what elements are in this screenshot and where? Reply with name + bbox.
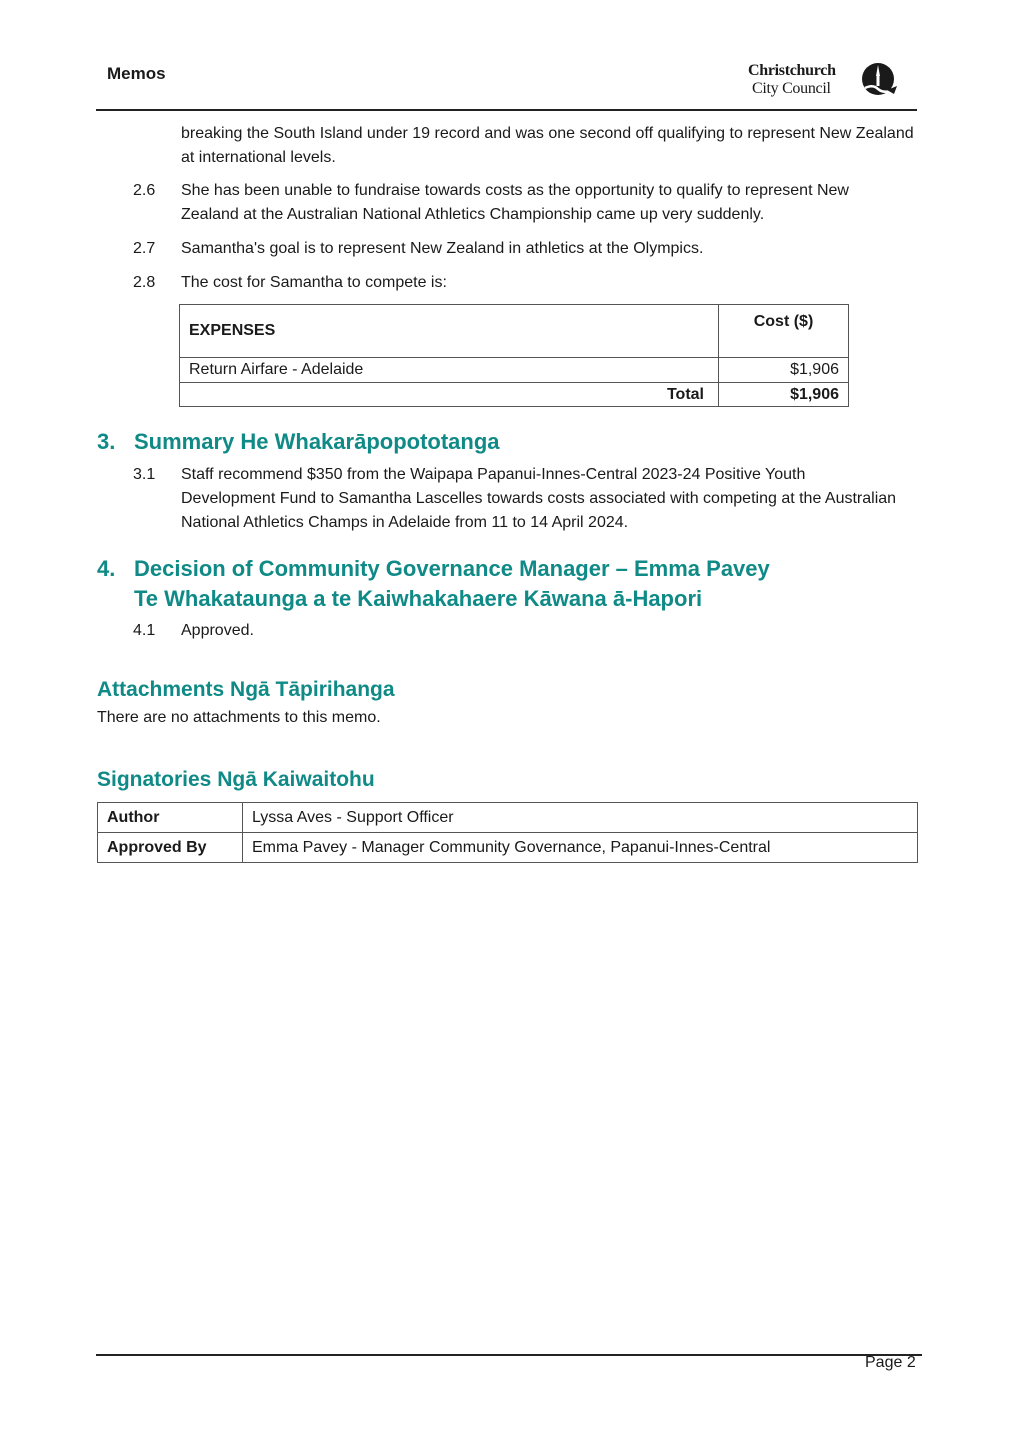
section-3-heading xyxy=(97,427,897,457)
section-4-number: 4. xyxy=(97,556,116,581)
expense-value: $1,906 xyxy=(719,358,849,383)
section-3-title: Summary He Whakarāpopototanga xyxy=(134,429,500,454)
signatories-heading: Signatories Ngā Kaiwaitohu xyxy=(97,768,375,791)
page-number: Page 2 xyxy=(865,1354,916,1371)
table-header-row xyxy=(180,305,849,358)
total-label: Total xyxy=(180,383,719,407)
cost-header: Cost ($) xyxy=(719,305,849,358)
header-rule xyxy=(96,109,917,111)
total-value: $1,906 xyxy=(719,383,849,407)
council-logo xyxy=(748,62,900,102)
item-text: The cost for Samantha to compete is: xyxy=(181,274,447,291)
logo-line1: Christchurch xyxy=(748,62,836,79)
item-number: 3.1 xyxy=(133,466,156,483)
item-number: 2.8 xyxy=(133,274,156,291)
item-number: 2.6 xyxy=(133,182,156,199)
approved-by-value: Emma Pavey - Manager Community Governance, Papanui-Innes-Central xyxy=(243,833,918,863)
item-text: Staff recommend $350 from the Waipapa Papanui-Innes-Central 2023-24 Positive Youth Development Fund to Samantha Lascelles towards costs associated with competing at the Australian National Athletics Champs in Adelaide from 11 to 14 April 2024. xyxy=(181,466,897,531)
expenses-header: EXPENSES xyxy=(180,305,719,358)
section-4-heading xyxy=(97,554,897,614)
attachments-heading: Attachments Ngā Tāpirihanga xyxy=(97,678,395,701)
attachments-text: There are no attachments to this memo. xyxy=(97,709,381,726)
table-row xyxy=(98,833,918,863)
item-text: Approved. xyxy=(181,622,254,639)
signatories-table xyxy=(97,802,918,863)
approved-by-label: Approved By xyxy=(98,833,243,863)
item-text: Samantha's goal is to represent New Zealand in athletics at the Olympics. xyxy=(181,240,704,257)
section-4-title: Decision of Community Governance Manager – Emma Pavey Te Whakataunga a te Kaiwhakahaere Kāwana ā-Hapori xyxy=(134,556,770,611)
item-number: 4.1 xyxy=(133,622,156,639)
item-number: 2.7 xyxy=(133,240,156,257)
footer-rule xyxy=(96,1354,922,1356)
section-3-number: 3. xyxy=(97,429,116,454)
document-header-title: Memos xyxy=(107,64,166,83)
table-row xyxy=(98,803,918,833)
author-value: Lyssa Aves - Support Officer xyxy=(243,803,918,833)
table-row xyxy=(180,358,849,383)
paragraph-2-5-continuation: breaking the South Island under 19 record and was one second off qualifying to represent New Zealand at international levels. xyxy=(181,125,914,166)
table-total-row xyxy=(180,383,849,407)
expense-label: Return Airfare - Adelaide xyxy=(180,358,719,383)
item-text: She has been unable to fundraise towards costs as the opportunity to qualify to represent New Zealand at the Australian National Athletics Championship came up very suddenly. xyxy=(181,182,849,223)
author-label: Author xyxy=(98,803,243,833)
logo-line2: City Council xyxy=(752,80,831,97)
cost-table xyxy=(179,304,849,407)
cathedral-logo-icon xyxy=(861,62,899,100)
